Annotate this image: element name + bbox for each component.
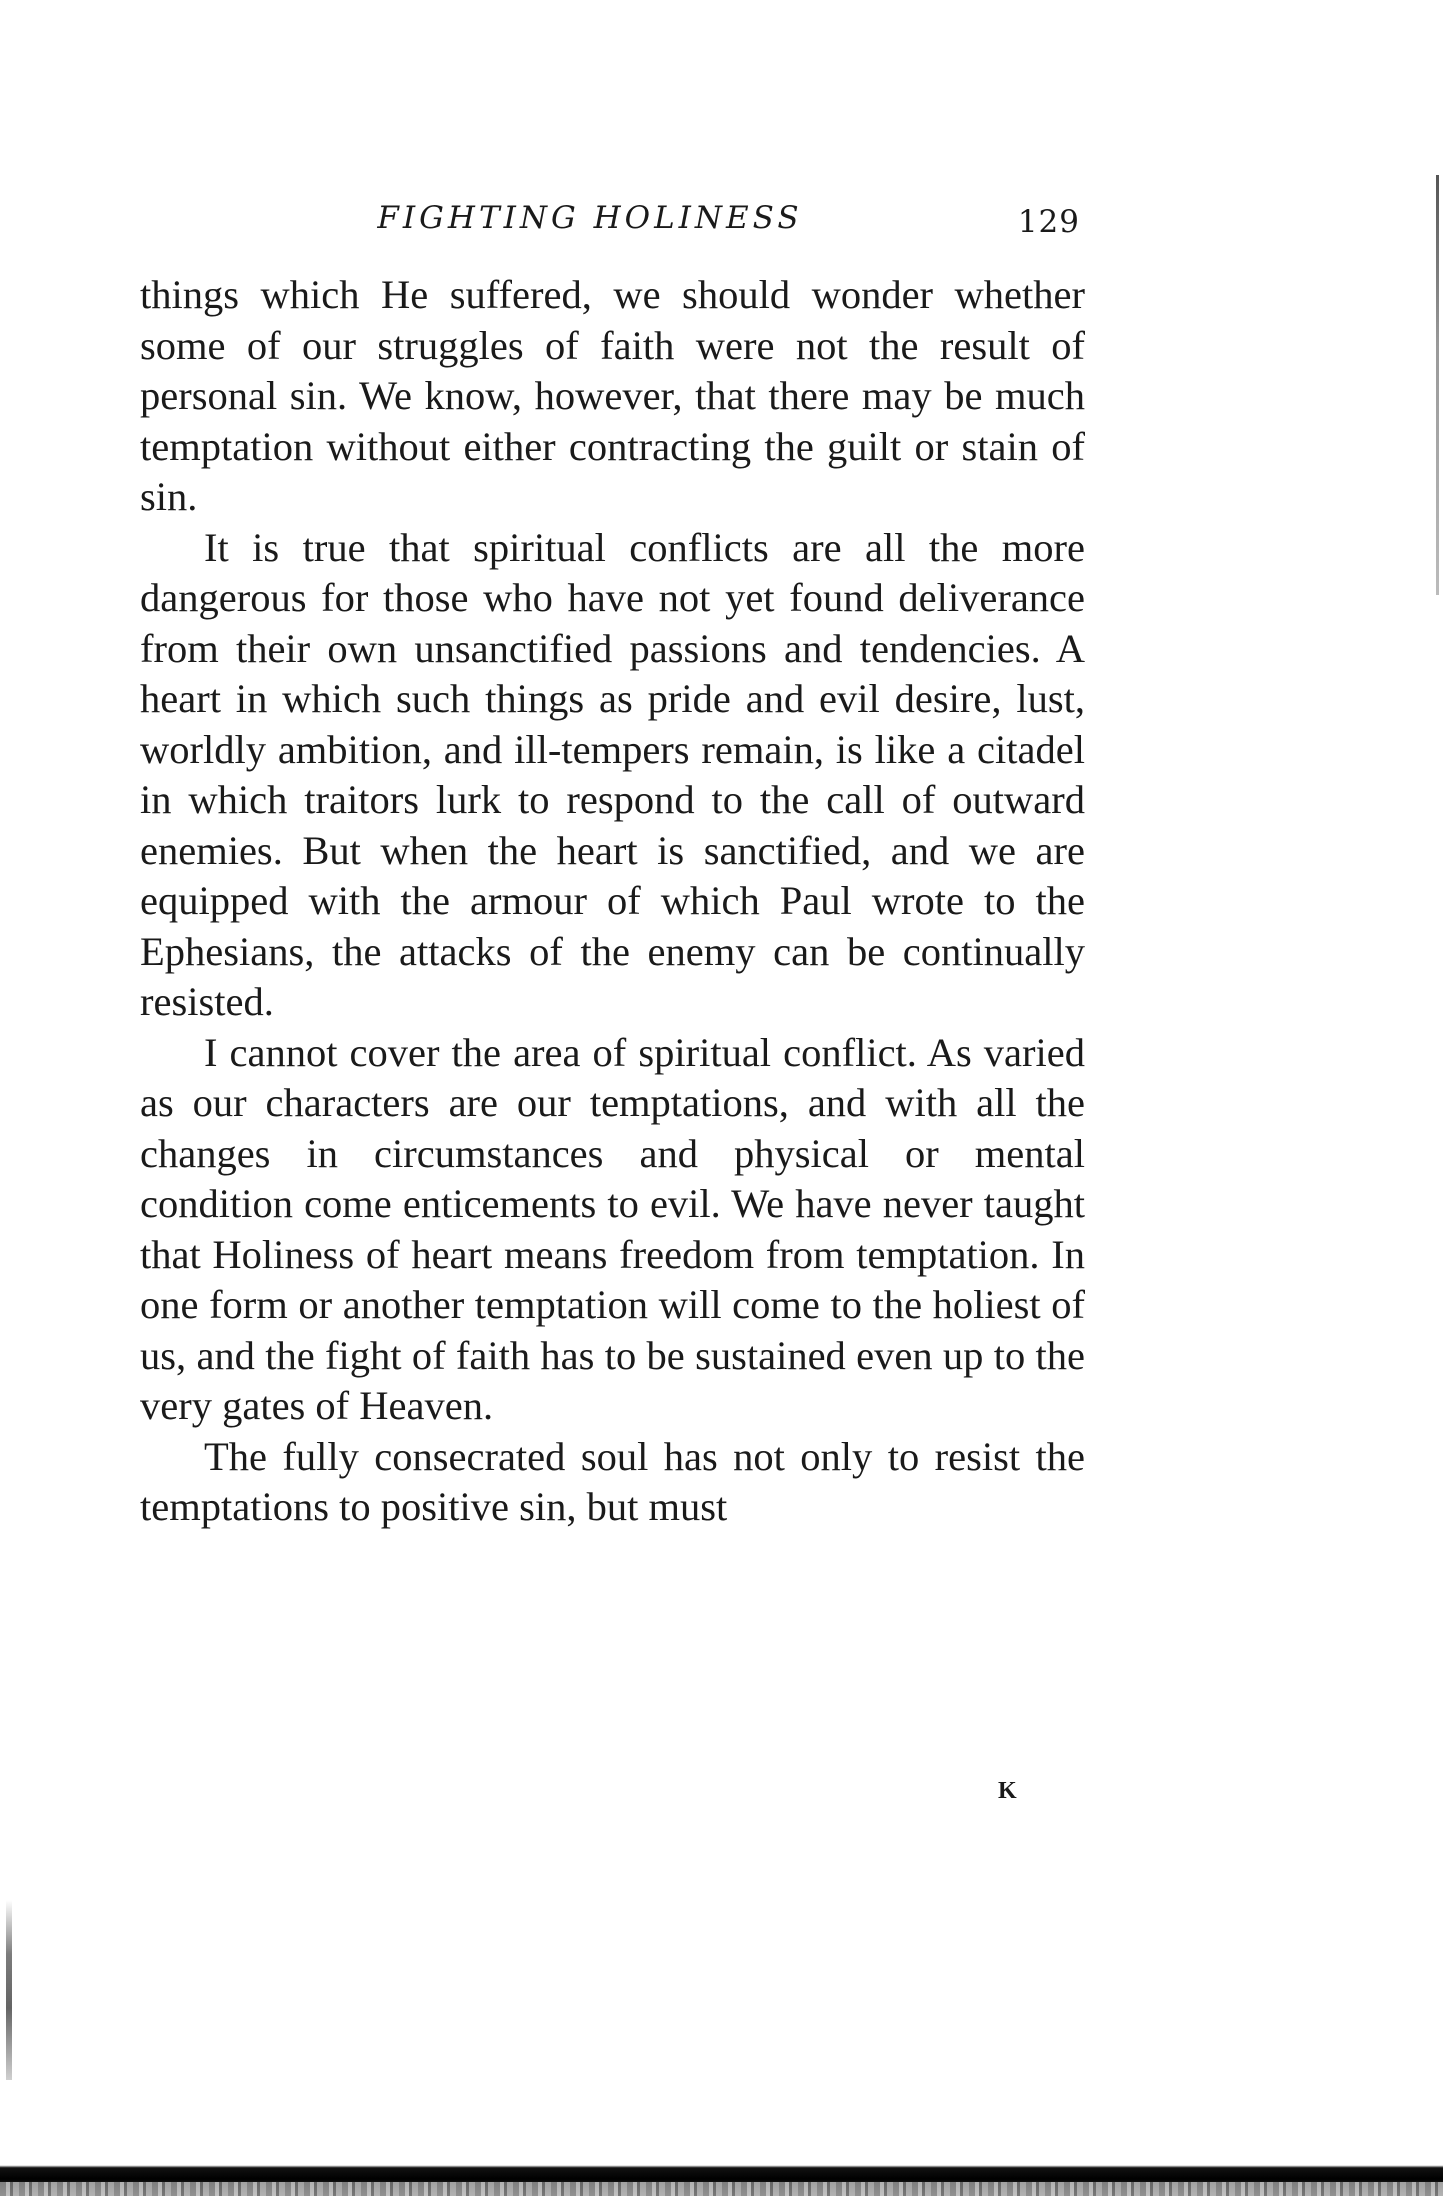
- paragraph-1: things which He suffered, we should wonder whether some of our struggles of faith were not the result of personal sin. We know, however, that there may be much temptation without either contracting the guilt or stain of sin.: [140, 272, 1085, 519]
- paragraph-4: The fully consecrated soul has not only to resist the temptations to positive sin, but must: [140, 1433, 1085, 1529]
- body-text: [140, 270, 1085, 1533]
- page-number: 129: [1017, 204, 1080, 240]
- page-edge-shadow: [1436, 175, 1439, 595]
- running-title: FIGHTING HOLINESS: [377, 200, 803, 236]
- signature-mark: K: [998, 1778, 1018, 1804]
- page-edge-shadow-left: [6, 1900, 12, 2080]
- running-head: [140, 200, 1080, 250]
- scan-border-noise: [0, 2182, 1443, 2196]
- paragraph-2: It is true that spiritual conflicts are all the more dangerous for those who have not yet found deliverance from their own unsanctified passions and tendencies. A heart in which such things as pride and evil desire, lust, worldly ambition, and ill-tempers remain, is like a citadel in which traitors lurk to respond to the call of outward enemies. But when the heart is sanctified, and we are equipped with the armour of which Paul wrote to the Ephesians, the attacks of the enemy can be continually resisted.: [140, 524, 1085, 1024]
- paragraph-3: I cannot cover the area of spiritual conflict. As varied as our characters are our temptations, and with all the changes in circumstances and physical or mental condition come enticements to evil. We have never taught that Holiness of heart means freedom from temptation. In one form or another temptation will come to the holiest of us, and the fight of faith has to be sustained even up to the very gates of Heaven.: [140, 1029, 1085, 1428]
